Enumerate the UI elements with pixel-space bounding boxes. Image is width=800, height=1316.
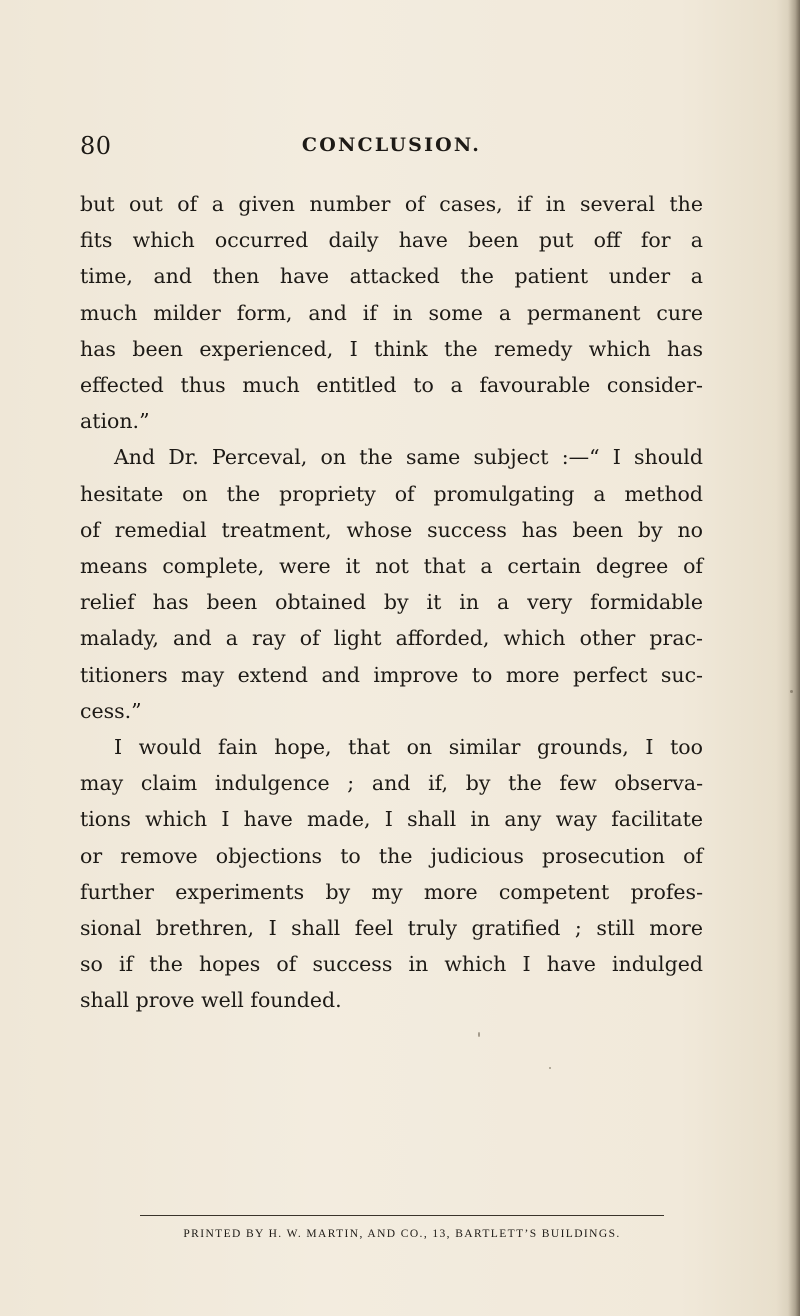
paragraph xyxy=(80,186,703,439)
running-head: CONCLUSION. xyxy=(301,134,482,156)
text-line: effected thus much entitled to a favourable consider- xyxy=(80,373,703,398)
text-line: so if the hopes of success in which I have indulged xyxy=(80,952,703,977)
printer-imprint: PRINTED BY H. W. MARTIN, AND CO., 13, BARTLETT’S BUILDINGS. xyxy=(183,1228,621,1240)
text-line: may claim indulgence ; and if, by the few observa- xyxy=(80,771,703,796)
text-line: malady, and a ray of light afforded, which other prac- xyxy=(80,626,703,651)
text-line: shall prove well founded. xyxy=(80,988,342,1013)
text-line: cess.” xyxy=(80,698,142,723)
paper-speck xyxy=(790,690,793,693)
text-line: And Dr. Perceval, on the same subject :—“ I should xyxy=(114,445,703,470)
text-line: means complete, were it not that a certain degree of xyxy=(80,554,703,579)
page-edge-shadow xyxy=(788,0,800,1316)
page-header xyxy=(80,132,703,168)
text-line: or remove objections to the judicious prosecution of xyxy=(80,843,703,868)
paper-speck xyxy=(549,1067,551,1069)
paragraph xyxy=(80,729,703,1019)
paper-speck xyxy=(478,1032,480,1037)
text-line: ation.” xyxy=(80,409,150,434)
text-line: much milder form, and if in some a permanent cure xyxy=(80,300,703,325)
text-line: tions which I have made, I shall in any way facilitate xyxy=(80,807,703,832)
text-line: further experiments by my more competent profes- xyxy=(80,879,703,904)
text-line: but out of a given number of cases, if in several the xyxy=(80,192,703,216)
text-line: relief has been obtained by it in a very formidable xyxy=(80,590,703,615)
imprint-rule xyxy=(140,1215,664,1216)
text-line: titioners may extend and improve to more perfect suc- xyxy=(80,662,703,687)
text-line: of remedial treatment, whose success has been by no xyxy=(80,517,703,542)
text-line: time, and then have attacked the patient under a xyxy=(80,264,703,289)
text-line: has been experienced, I think the remedy which has xyxy=(80,336,703,361)
body-text xyxy=(80,186,703,1019)
paragraph xyxy=(80,439,703,729)
text-line: fits which occurred daily have been put off for a xyxy=(80,228,703,253)
text-line: hesitate on the propriety of promulgating a method xyxy=(80,481,703,506)
page-number: 80 xyxy=(80,132,112,160)
text-line: sional brethren, I shall feel truly gratified ; still more xyxy=(80,916,703,941)
text-line: I would fain hope, that on similar grounds, I too xyxy=(114,735,703,760)
